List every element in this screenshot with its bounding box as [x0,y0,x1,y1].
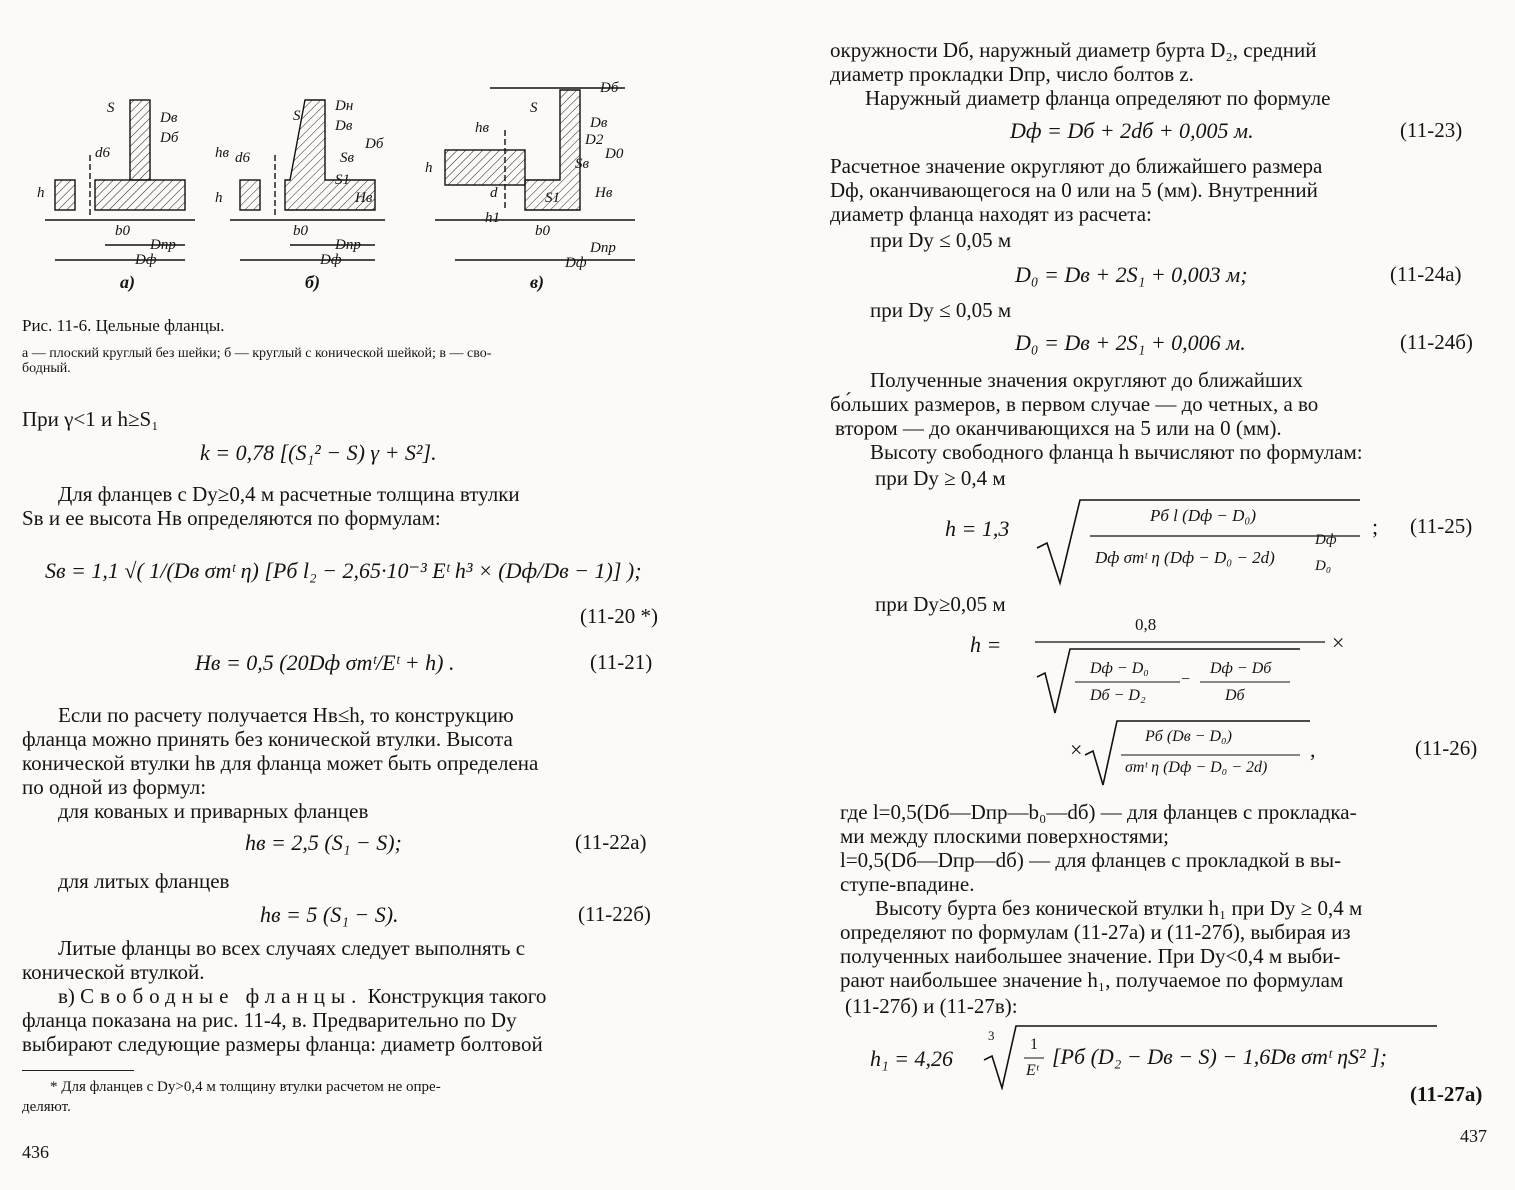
text-line: для кованых и приварных фланцев [58,799,369,823]
label-hv-c: hв [475,120,490,136]
text-line: определяют по формулам (11-27а) и (11-27б), выбирая из [840,920,1351,944]
text-line: Для фланцев с Dу≥0,4 м расчетные толщина втулки [58,482,520,506]
text-line: (11-27б) и (11-27в): [845,994,1018,1018]
text-line: Высоту свободного фланца h вычисляют по формулам: [870,440,1363,464]
panel-b-label: б) [305,272,320,292]
eq26-minus: − [1181,671,1191,688]
label-s1-c: S1 [545,190,560,206]
label-d6-a: d6 [95,145,110,161]
eq26-b-bot: Dб [1225,687,1245,704]
label-h1-c: h1 [485,210,500,226]
label-s-b: S [293,108,301,124]
equation-11-21: Hв = 0,5 (20Dф σтᵗ/Eᵗ + h) . [195,650,455,675]
eq26-c-top: Pб (Dв − D₀) [1145,728,1232,745]
eq25-semicolon: ; [1372,514,1379,539]
page-number-right: 437 [1460,1126,1487,1146]
equation-number: (11-20 *) [580,604,658,628]
label-b0-a: b0 [115,223,130,239]
equation-11-22b: hв = 5 (S₁ − S). [260,902,399,927]
label-hv-b: hв [215,145,230,161]
eq26-c-bot: σтᵗ η (Dф − D₀ − 2d) [1125,759,1268,776]
equation-number: (11-24а) [1390,262,1462,286]
eq26-a-top: Dф − D₀ [1090,660,1149,677]
label-df-a: Dф [135,252,157,268]
text-line: окружности Dб, наружный диаметр бурта D₂, средний [830,38,1317,62]
label-df-c: Dф [565,255,587,271]
label-b0-b: b0 [293,223,308,239]
equation-number: (11-22б) [578,902,651,926]
eq27-frac-bot: Eᵗ [1026,1062,1039,1079]
label-db-a: Dв [160,110,178,126]
text-line: втором — до оканчивающихся на 5 или на 0 (мм). [835,416,1282,440]
page-number-left: 436 [22,1142,49,1162]
figure-caption: Рис. 11-6. Цельные фланцы. [22,316,225,335]
label-d2-c: D2 [585,132,604,148]
text-line: при Dу ≥ 0,4 м [875,466,1006,490]
para-heading: Свободные фланцы. [80,984,363,1008]
eq27-body: [Pб (D₂ − Dв − S) − 1,6Dв σтᵗ ηS² ]; [1052,1044,1387,1069]
text-line: бо́льших размеров, в первом случае — до четных, а во [830,392,1319,416]
figure-legend-1: а — плоский круглый без шейки; б — круглый с конической шейкой; в — сво- [22,346,492,361]
text-line: фланца можно принять без конической втулки. Высота [22,727,513,751]
eq25-numerator: Pб l (Dф − D₀) [1150,506,1256,525]
label-sb-c: Sв [575,156,590,172]
text-line: конической втулкой. [22,960,205,984]
equation-k: k = 0,78 [(S₁² − S) γ + S²]. [200,440,437,465]
label-dbolt-a: Dб [160,130,179,146]
label-dpr-b: Dпр [335,237,361,253]
label-h-c: h [425,160,433,176]
equation-number: (11-22а) [575,830,647,854]
left-page [0,0,700,1190]
eq27-root-index: 3 [988,1028,995,1043]
equation-11-20: Sв = 1,1 √( 1/(Dв σтᵗ η) [Pб l₂ − 2,65·10⁻³ Eᵗ h³ × (Dф/Dв − 1)] ); [45,558,642,583]
label-hb-c: Hв [595,185,613,201]
equation-number: (11-25) [1410,514,1473,538]
footnote-line: деляют. [22,1099,71,1115]
label-dbolt-c: Dб [600,80,619,96]
equation-number: (11-23) [1400,118,1463,142]
text-line: Наружный диаметр фланца определяют по формуле [865,86,1331,110]
text-line: Литые фланцы во всех случаях следует выполнять с [58,936,526,960]
text-line: при Dу≥0,05 м [875,592,1006,616]
equation-11-24b: D₀ = Dв + 2S₁ + 0,006 м. [1015,330,1246,355]
label-s-c: S [530,100,538,116]
label-db-c: Dв [590,115,608,131]
eq25-frac-top: Dф [1315,532,1337,548]
flange-c-free-flange [445,150,525,185]
equation-number: (11-24б) [1400,330,1473,354]
eq25-frac-bot: D₀ [1315,558,1332,574]
eq25-left: h = 1,3 [945,516,1010,541]
text-line: ступе-впадине. [840,872,975,896]
eq26-comma: , [1310,737,1316,762]
text-line: для литых фланцев [58,869,230,893]
label-d-c: d [490,185,498,201]
panel-a-label: а) [120,272,135,292]
equation-number: (11-26) [1415,736,1478,760]
eq26-a-bot: Dб − D₂ [1090,687,1146,704]
equation-11-25 [940,498,1400,588]
text-line: полученных наибольшее значение. При Dу<0,4 м выби- [840,944,1341,968]
text-line: диаметр фланца находят из расчета: [830,202,1152,226]
text-line: Расчетное значение округляют до ближайшего размера [830,154,1323,178]
equation-number: (11-27а) [1410,1082,1483,1106]
text-line: выбирают следующие размеры фланца: диаметр болтовой [22,1032,543,1056]
eq26-top: 0,8 [1135,615,1157,634]
label-h-b: h [215,190,223,206]
eq26-times-2: × [1070,737,1083,762]
text-line: Sв и ее высота Hв определяются по формулам: [22,506,441,530]
text-line: ми между плоскими поверхностями; [840,824,1169,848]
text-line: при Dу ≤ 0,05 м [870,228,1012,252]
eq25-denominator: Dф σтᵗ η (Dф − D₀ − 2d) [1095,548,1275,567]
label-dbolt-b: Dб [365,136,384,152]
text-line: Dф, оканчивающегося на 0 или на 5 (мм). Внутренний [830,178,1318,202]
text-line: диаметр прокладки Dпр, число болтов z. [830,62,1194,86]
text-line: Высоту бурта без конической втулки h₁ при Dу ≥ 0,4 м [875,896,1363,920]
text-line [58,984,546,1008]
equation-11-26 [970,615,1370,790]
label-h-a: h [37,185,45,201]
eq26-b-top: Dф − Dб [1210,660,1272,677]
label-df-b: Dф [320,252,342,268]
label-dn-b: Dн [335,98,354,114]
equation-11-23: Dф = Dб + 2dб + 0,005 м. [1010,118,1254,143]
label-s-a: S [107,100,115,116]
text-line: При γ<1 и h≥S₁ [22,407,159,431]
equation-11-24a: D₀ = Dв + 2S₁ + 0,003 м; [1015,262,1248,287]
para-prefix: в) [58,984,81,1008]
equation-number: (11-21) [590,650,653,674]
equation-11-22a: hв = 2,5 (S₁ − S); [245,830,402,855]
text-line: Полученные значения округляют до ближайших [870,368,1303,392]
label-sb-b: Sв [340,150,355,166]
figure-legend-2: бодный. [22,361,71,376]
right-page [760,0,1515,1190]
text-line: где l=0,5(Dб—Dпр—b₀—dб) — для фланцев с прокладка- [840,800,1357,824]
panel-c-label: в) [530,272,545,292]
label-dpr-a: Dпр [150,237,176,253]
eq27-frac-top: 1 [1030,1036,1038,1053]
para-rest: Конструкция такого [362,984,547,1008]
flange-a-body [95,180,185,210]
text-line: при Dу ≤ 0,05 м [870,298,1012,322]
eq26-h: h = [970,632,1002,657]
eq27-left: h₁ = 4,26 [870,1046,953,1071]
text-line: рают наибольшее значение h₁, получаемое по формулам [840,968,1344,992]
label-db-b: Dв [335,118,353,134]
label-hb-b: Hв [355,190,373,206]
figure-11-6 [35,80,655,300]
equation-11-27a [870,1020,1490,1090]
label-b0-c: b0 [535,223,550,239]
label-d0-c: D0 [605,146,624,162]
text-line: фланца показана на рис. 11-4, в. Предварительно по Dу [22,1008,517,1032]
text-line: l=0,5(Dб—Dпр—dб) — для фланцев с прокладкой в вы- [840,848,1342,872]
text-line: Если по расчету получается Hв≤h, то конструкцию [58,703,514,727]
label-s1-b: S1 [335,172,350,188]
text-line: по одной из формул: [22,775,207,799]
label-d6-b: d6 [235,150,250,166]
footnote-line: * Для фланцев с Dу>0,4 м толщину втулки расчетом не опре- [50,1079,441,1095]
label-dpr-c: Dпр [590,240,616,256]
footnote-rule [22,1070,134,1071]
eq26-times: × [1332,630,1345,655]
text-line: конической втулки hв для фланца может быть определена [22,751,539,775]
flange-a-neck [130,100,150,180]
